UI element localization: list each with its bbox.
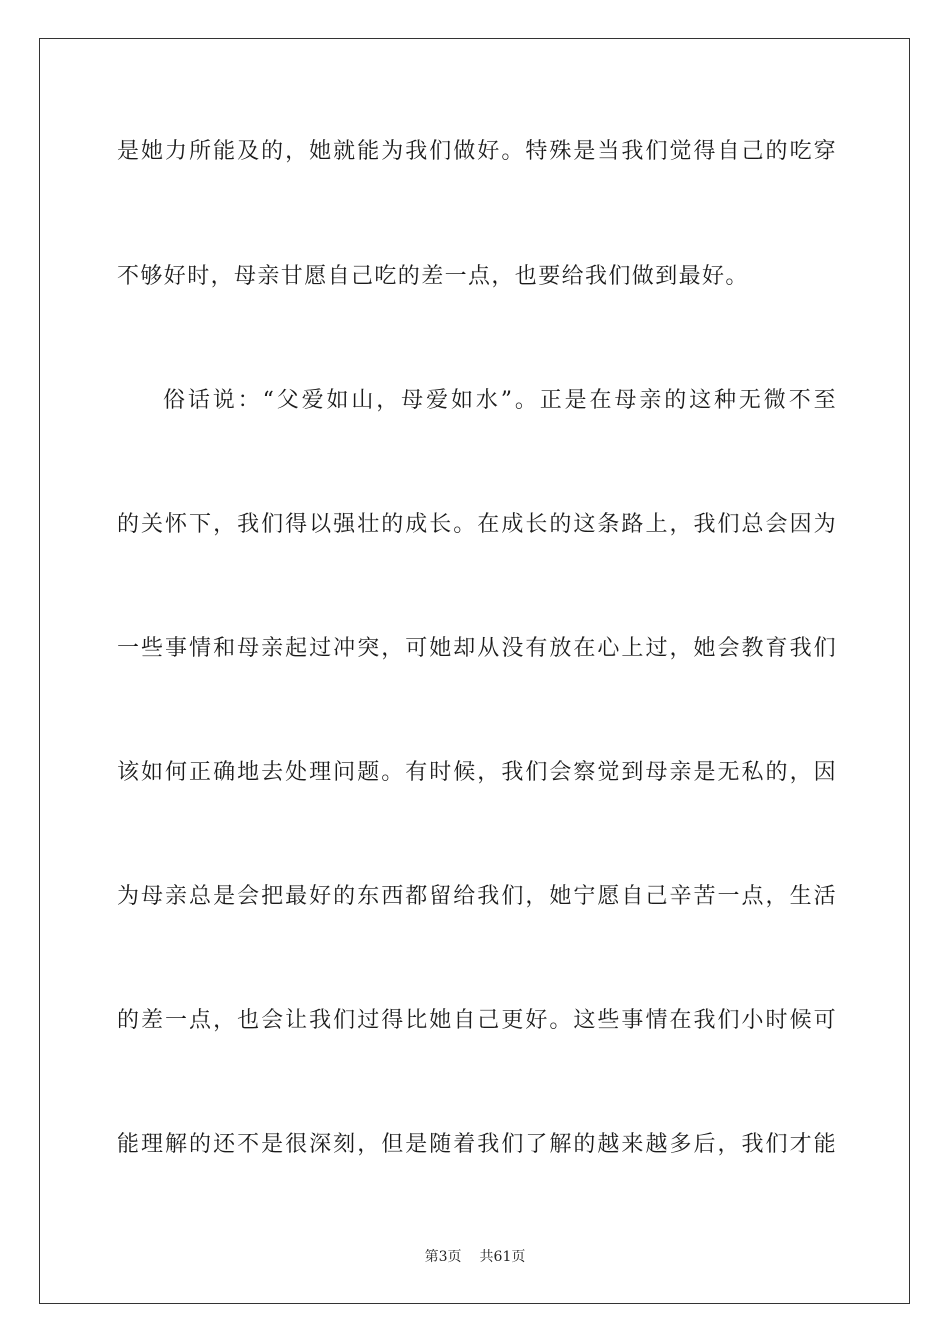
page-footer xyxy=(0,1247,950,1267)
body-line-1: 是她力所能及的，她就能为我们做好。特殊是当我们觉得自己的吃穿 xyxy=(117,139,837,164)
body-line-2: 不够好时，母亲甘愿自己吃的差一点，也要给我们做到最好。 xyxy=(117,264,749,289)
page-border xyxy=(39,38,910,1304)
body-line-8: 的差一点，也会让我们过得比她自己更好。这些事情在我们小时候可 xyxy=(117,1008,837,1033)
body-line-9: 能理解的还不是很深刻，但是随着我们了解的越来越多后，我们才能 xyxy=(117,1132,837,1157)
page-total: 共61页 xyxy=(479,1249,526,1265)
page-number: 第3页 xyxy=(424,1249,462,1265)
body-line-7: 为母亲总是会把最好的东西都留给我们，她宁愿自己辛苦一点，生活 xyxy=(117,884,837,909)
body-line-3: 俗话说：“父爱如山，母爱如水”。正是在母亲的这种无微不至 xyxy=(163,388,837,413)
body-line-4: 的关怀下，我们得以强壮的成长。在成长的这条路上，我们总会因为 xyxy=(117,512,837,537)
body-line-6: 该如何正确地去处理问题。有时候，我们会察觉到母亲是无私的，因 xyxy=(117,760,837,785)
body-line-5: 一些事情和母亲起过冲突，可她却从没有放在心上过，她会教育我们 xyxy=(117,636,837,661)
